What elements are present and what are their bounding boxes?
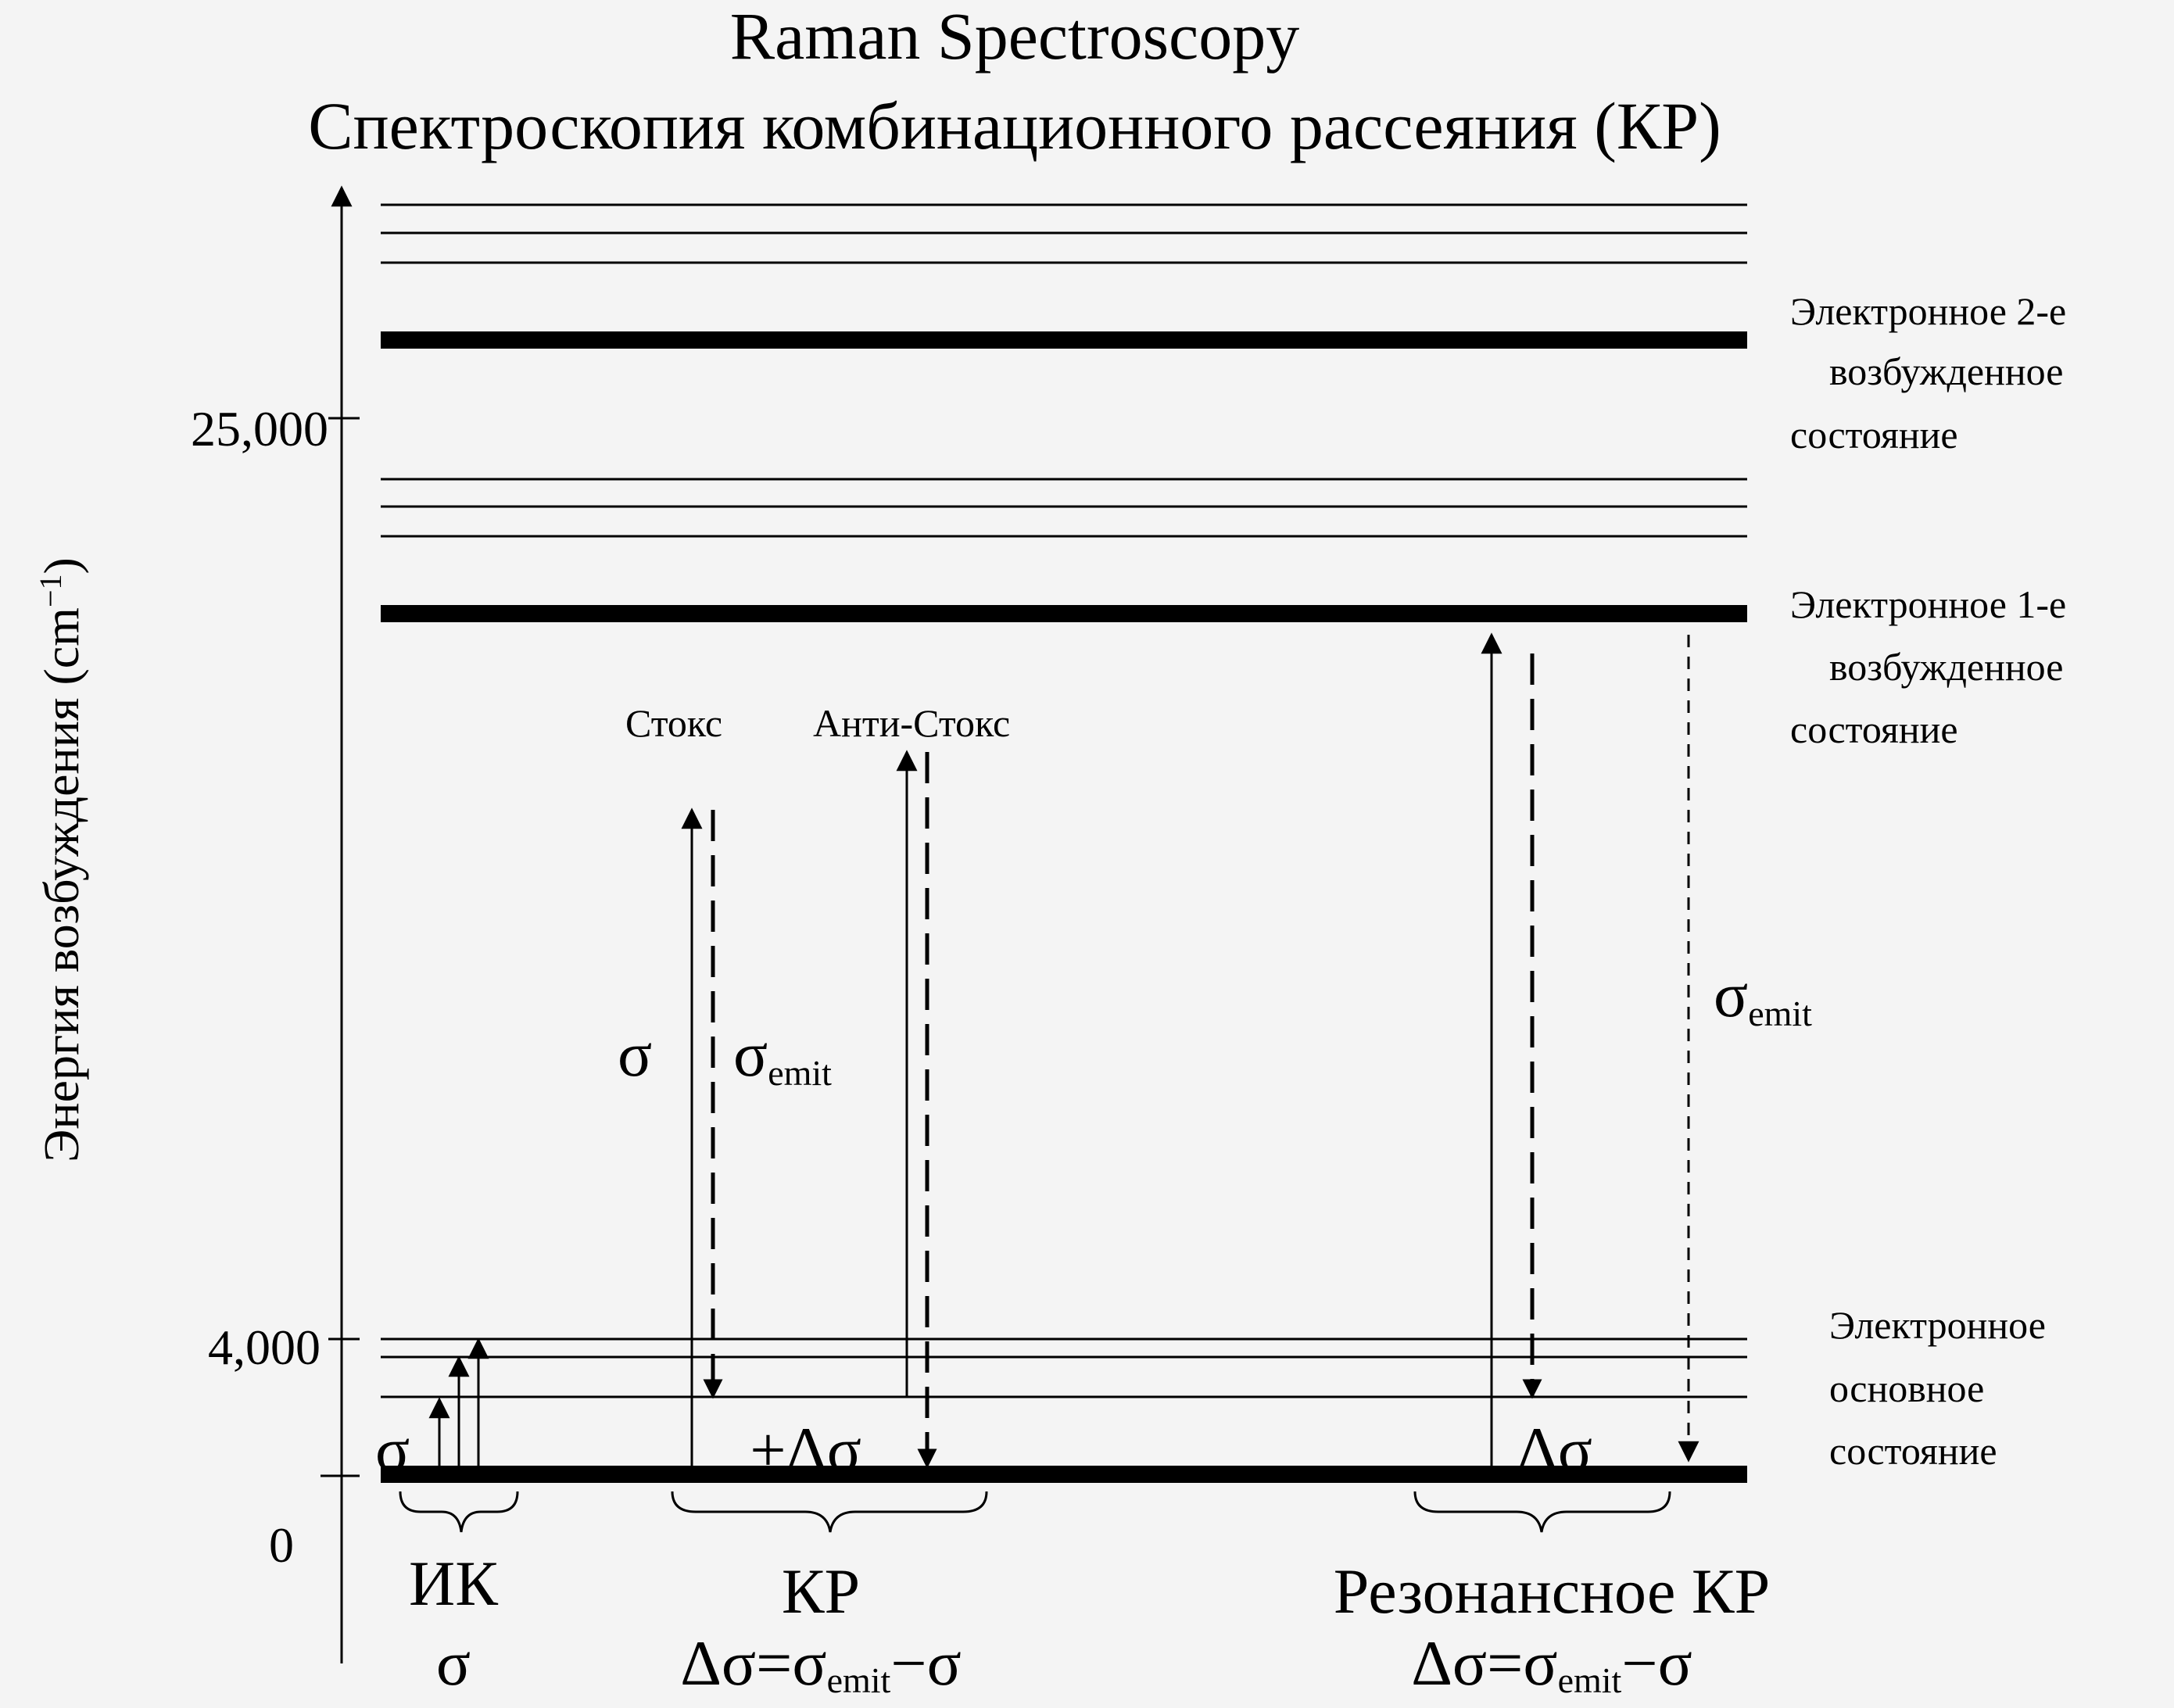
excited2-label-3: состояние [1790,413,1958,457]
resonance-sigma-emit-label: σemit [1714,959,1812,1033]
raman-brace [672,1491,987,1532]
ir-brace [400,1491,518,1532]
ir-group-formula: σ [435,1627,471,1699]
ground-label-1: Электронное [1829,1303,2046,1347]
raman-sigma-label: σ [618,1019,653,1090]
anti-stokes-label: Анти-Стокс [813,701,1011,745]
title-line-2: Спектроскопия комбинационного рассеяния (КР) [308,88,1721,163]
ground-label-2: основное [1829,1366,1985,1410]
resonance-brace [1415,1491,1670,1532]
resonance-group-name: Резонансное КР [1333,1556,1771,1627]
excited1-label-2: возбужденное [1829,645,2064,689]
title-line-1: Raman Spectroscopy [729,0,1300,73]
axis-title: Энергия возбуждения $(cm^{-1})$ [32,557,89,1162]
resonance-group-formula: Δσ=σemit−σ [1411,1627,1692,1700]
excited1-label-1: Электронное 1-е [1790,582,2067,626]
tick-label-25000: 25,000 [191,401,328,457]
ir-group-name: ИК [409,1548,498,1619]
tick-label-0: 0 [269,1517,294,1573]
stokes-label: Стокс [625,701,723,745]
raman-sigma-emit-label: σemit [733,1019,832,1093]
excited1-label-3: состояние [1790,707,1958,751]
excited2-label-1: Электронное 2-е [1790,289,2067,333]
resonance-delta-sigma-label: Δσ [1517,1414,1592,1485]
raman-group-formula: Δσ=σemit−σ [680,1627,962,1700]
raman-pm-delta-sigma-label: ±Δσ [750,1414,861,1485]
excited2-label-2: возбужденное [1829,349,2064,393]
ir-sigma-label: σ [375,1414,410,1485]
ground-label-3: состояние [1829,1429,1997,1473]
tick-label-4000: 4,000 [208,1319,321,1375]
raman-group-name: КР [781,1556,861,1627]
